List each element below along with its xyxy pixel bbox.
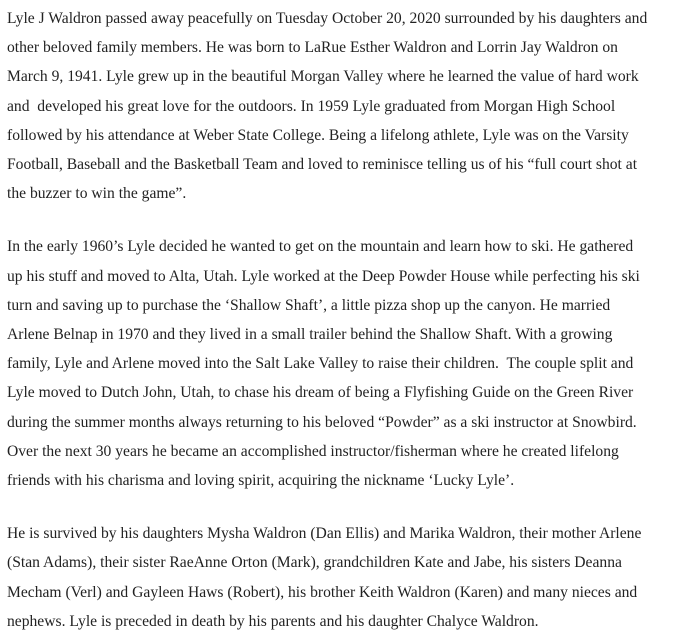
text-line: other beloved family members. He was born to LaRue Esther Waldron and Lorrin Jay Waldron on [7,39,618,57]
text-line: In the early 1960’s Lyle decided he wanted to get on the mountain and learn how to ski. He gathered [7,238,634,256]
text-line: the buzzer to win the game”. [7,185,187,203]
text-line: He is survived by his daughters Mysha Waldron (Dan Ellis) and Marika Waldron, their mother Arlene [7,525,642,543]
text-line: March 9, 1941. Lyle grew up in the beautiful Morgan Valley where he learned the value of hard work [7,68,639,86]
text-line: friends with his charisma and loving spirit, acquiring the nickname ‘Lucky Lyle’. [7,472,515,490]
paragraph-life-early [7,4,698,208]
text-line: Over the next 30 years he became an accomplished instructor/fisherman where he created lifelong [7,442,619,460]
text-line: Football, Baseball and the Basketball Team and loved to reminisce telling us of his “full court shot at [7,156,638,174]
text-line: Mecham (Verl) and Gayleen Haws (Robert), his brother Keith Waldron (Karen) and many nieces and [7,583,638,601]
text-line: (Stan Adams), their sister RaeAnne Orton (Mark), grandchildren Kate and Jabe, his sisters Deanna [7,554,622,572]
text-line: Arlene Belnap in 1970 and they lived in a small trailer behind the Shallow Shaft. With a growing [7,326,613,344]
text-line: followed by his attendance at Weber State College. Being a lifelong athlete, Lyle was on the Varsity [7,126,629,144]
text-line: Lyle moved to Dutch John, Utah, to chase his dream of being a Flyfishing Guide on the Green River [7,384,634,402]
paragraph-skiing-years [7,232,698,495]
text-line: and developed his great love for the outdoors. In 1959 Lyle graduated from Morgan High School [7,97,616,115]
text-line: turn and saving up to purchase the ‘Shallow Shaft’, a little pizza shop up the canyon. He married [7,296,611,314]
text-line: during the summer months always returning to his beloved “Powder” as a ski instructor at Snowbird. [7,413,637,431]
text-line: Lyle J Waldron passed away peacefully on Tuesday October 20, 2020 surrounded by his daughters and [7,10,648,27]
text-line: family, Lyle and Arlene moved into the Salt Lake Valley to raise their children. The couple split and [7,355,634,373]
text-line: up his stuff and moved to Alta, Utah. Lyle worked at the Deep Powder House while perfecting his ski [7,267,640,285]
paragraph-survivors [7,519,698,636]
text-line: nephews. Lyle is preceded in death by his parents and his daughter Chalyce Waldron. [7,612,539,630]
